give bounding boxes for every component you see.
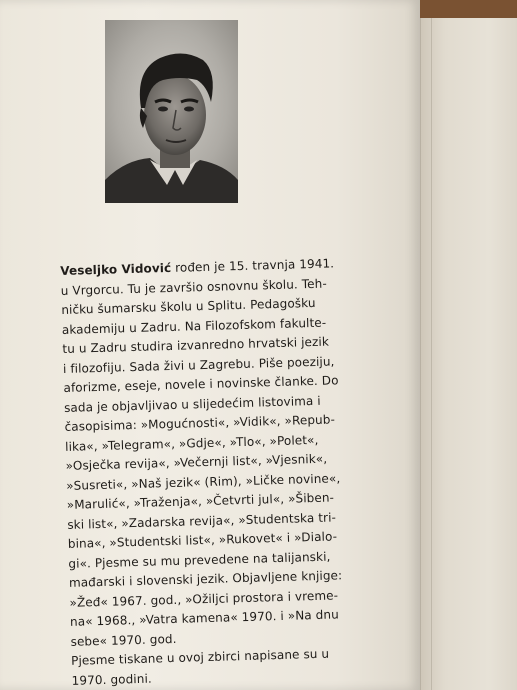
- bio-line: akademiju u Zadru. Na Filozofskom fakulte-: [61, 315, 327, 337]
- author-portrait-photo: [105, 20, 238, 203]
- bio-line: ničku šumarsku školu u Splitu. Pedagošku: [61, 295, 316, 317]
- author-name: Veseljko Vidović: [60, 260, 172, 278]
- bio-line: lika«, »Telegram«, »Gdje«, »Tlo«, »Polet«,: [64, 432, 319, 454]
- author-portrait-image: [105, 20, 238, 203]
- author-biography: [60, 254, 372, 690]
- bio-line: sada je objavljivao u slijedećim listovima i: [63, 393, 321, 415]
- right-page-edge: [420, 18, 517, 690]
- bio-line: aforizme, eseje, novele i novinske članke. Do: [63, 373, 339, 395]
- bio-line-1-text: rođen je 15. travnja 1941.: [171, 256, 335, 275]
- bio-line: 1970. godini.: [71, 671, 152, 688]
- bio-line: Pjesme tiskane u ovoj zbirci napisane su u: [70, 646, 330, 668]
- bio-line: ski list«, »Zadarska revija«, »Studentska tri-: [67, 509, 337, 532]
- bio-line: u Vrgorcu. Tu je završio osnovnu školu. Teh-: [60, 276, 327, 298]
- bio-line: bina«, »Studentski list«, »Rukovet« i »Dialo-: [67, 529, 338, 551]
- bio-line: mađarski i slovenski jezik. Objavljene knjige:: [68, 568, 343, 590]
- bio-line: gi«. Pjesme su mu prevedene na talijanski,: [68, 549, 331, 571]
- page-fold-line: [431, 18, 432, 690]
- bio-line: sebe« 1970. god.: [70, 631, 177, 649]
- bio-line: »Susreti«, »Naš jezik« (Rim), »Ličke novine«,: [66, 470, 341, 493]
- bio-line: i filozofiju. Sada živi u Zagrebu. Piše poeziju,: [62, 353, 335, 376]
- bio-line: tu u Zadru studira izvanredno hrvatski jezik: [62, 334, 330, 356]
- bio-line: »Osječka revija«, »Večernji list«, »Vjesnik«,: [65, 451, 328, 473]
- bio-line: »Žeđ« 1967. god., »Ožiljci prostora i vreme-: [69, 587, 339, 610]
- bio-line: na« 1968., »Vatra kamena« 1970. i »Na dnu: [69, 607, 339, 629]
- bio-line: »Marulić«, »Traženja«, »Četvrti jul«, »Šiben-: [66, 490, 335, 512]
- bio-line: časopisima: »Mogućnosti«, »Vidik«, »Repub-: [64, 412, 336, 434]
